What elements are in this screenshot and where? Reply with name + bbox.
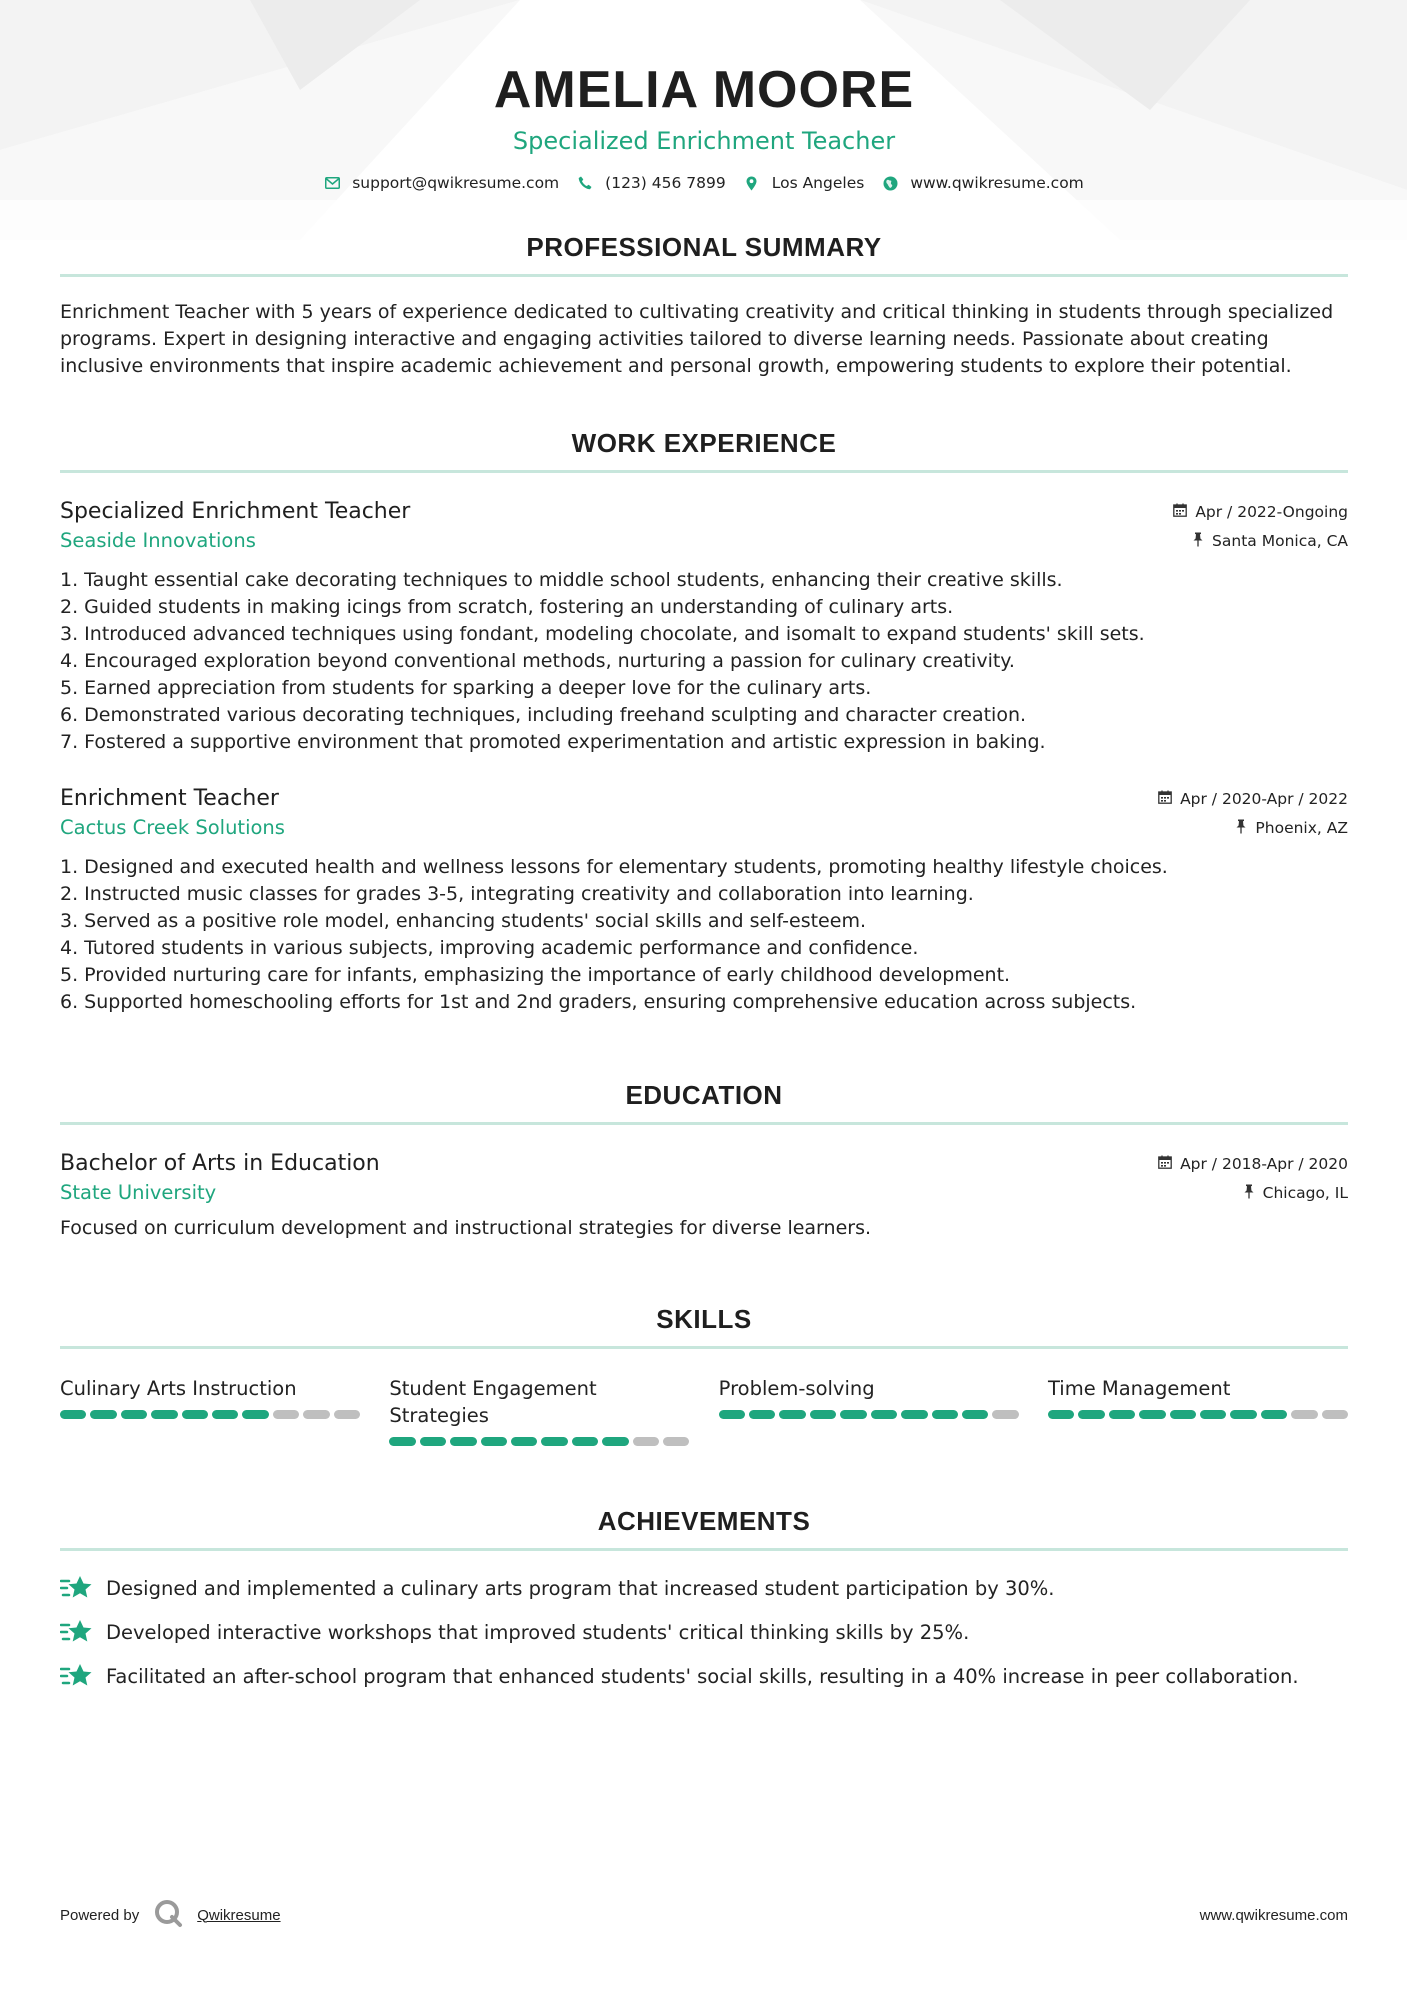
skill-segment (1170, 1410, 1196, 1419)
skill-segment (572, 1437, 598, 1446)
skill-segment (60, 1410, 86, 1419)
qwikresume-logo-icon (153, 1898, 183, 1932)
list-item: 3. Introduced advanced techniques using fondant, modeling chocolate, and isomalt to expand students' skill sets. (60, 623, 1145, 645)
candidate-role: Specialized Enrichment Teacher (512, 127, 896, 155)
list-item: 1. Taught essential cake decorating techniques to middle school students, enhancing their creative skills. (60, 569, 1063, 591)
skill-segment (1261, 1410, 1287, 1419)
summary-heading: PROFESSIONAL SUMMARY (526, 232, 882, 262)
job-title: Specialized Enrichment Teacher (60, 499, 411, 524)
skill-item (60, 1375, 360, 1446)
website-text: www.qwikresume.com (910, 174, 1084, 192)
list-item: 5. Provided nurturing care for infants, emphasizing the importance of early childhood development. (60, 964, 1011, 986)
section-divider (60, 1346, 1348, 1349)
footer-website[interactable]: www.qwikresume.com (1199, 1906, 1348, 1924)
school-name: State University (60, 1181, 217, 1204)
resume-page (60, 0, 1348, 1707)
skill-segment (719, 1410, 745, 1419)
education-entry (60, 1149, 1348, 1242)
skill-segment (779, 1410, 805, 1419)
achievements-heading: ACHIEVEMENTS (597, 1506, 811, 1536)
resume-footer (60, 1898, 1348, 1932)
skill-segment (541, 1437, 567, 1446)
list-item: Designed and implemented a culinary arts program that increased student participation by 30%. (60, 1575, 1348, 1602)
skill-segment (420, 1437, 446, 1446)
skill-rating-bar (1048, 1410, 1348, 1419)
envelope-icon (324, 175, 340, 191)
list-item: 1. Designed and executed health and wellness lessons for elementary students, promoting healthy lifestyle choices. (60, 856, 1168, 878)
education-location: Chicago, IL (1243, 1184, 1348, 1203)
skill-name: Problem-solving (718, 1377, 875, 1400)
job-location: Phoenix, AZ (1235, 819, 1348, 838)
skill-segment (602, 1437, 628, 1446)
list-item: 2. Guided students in making icings from scratch, fostering an understanding of culinary arts. (60, 596, 954, 618)
list-item: 6. Supported homeschooling efforts for 1st and 2nd graders, ensuring comprehensive education across subjects. (60, 991, 1137, 1013)
job-entry (60, 784, 1348, 1016)
skill-segment (334, 1410, 360, 1419)
skill-segment (810, 1410, 836, 1419)
skill-segment (663, 1437, 689, 1446)
skill-segment (450, 1437, 476, 1446)
skill-name: Time Management (1047, 1377, 1231, 1400)
globe-icon (882, 175, 898, 191)
experience-heading: WORK EXPERIENCE (571, 428, 837, 458)
list-item: 2. Instructed music classes for grades 3-5, integrating creativity and collaboration into learning. (60, 883, 974, 905)
contact-website[interactable] (882, 174, 1083, 192)
skill-segment (1078, 1410, 1104, 1419)
list-item: 4. Encouraged exploration beyond conventional methods, nurturing a passion for culinary creativity. (60, 650, 1015, 672)
skill-name: Student Engagement Strategies (389, 1377, 597, 1427)
location-text: Los Angeles (771, 174, 865, 192)
skill-segment (901, 1410, 927, 1419)
summary-text: Enrichment Teacher with 5 years of experience dedicated to cultivating creativity and critical thinking in students through specialized programs. Expert in designing interactive and engaging activities tailored to diverse learning needs. Passionate about creating inclusive environments that inspire academic achievement and personal growth, empowering students to explore their potential. (60, 301, 1334, 377)
calendar-icon (1158, 1155, 1172, 1173)
phone-icon (577, 175, 593, 191)
job-dates: Apr / 2020-Apr / 2022 (1158, 790, 1348, 808)
experience-section (60, 428, 1348, 1016)
skill-segment (90, 1410, 116, 1419)
powered-by (60, 1898, 281, 1932)
list-item: 5. Earned appreciation from students for sparking a deeper love for the culinary arts. (60, 677, 872, 699)
job-dates: Apr / 2022-Ongoing (1173, 503, 1348, 521)
contact-phone[interactable] (577, 174, 726, 192)
skill-item (1048, 1375, 1348, 1446)
candidate-name: AMELIA MOORE (493, 61, 915, 119)
skill-name: Culinary Arts Instruction (60, 1377, 297, 1400)
email-text: support@qwikresume.com (352, 174, 560, 192)
skill-segment (749, 1410, 775, 1419)
star-icon (60, 1574, 94, 1602)
skill-item (389, 1375, 689, 1446)
skill-segment (242, 1410, 268, 1419)
skill-segment (1322, 1410, 1348, 1419)
skill-segment (840, 1410, 866, 1419)
contact-email[interactable] (324, 174, 559, 192)
degree-title: Bachelor of Arts in Education (60, 1151, 380, 1176)
powered-by-label: Powered by (60, 1906, 140, 1924)
skill-segment (992, 1410, 1018, 1419)
brand-link[interactable]: Qwikresume (197, 1906, 281, 1924)
list-item: 6. Demonstrated various decorating techniques, including freehand sculpting and character creation. (60, 704, 1027, 726)
list-item: Developed interactive workshops that improved students' critical thinking skills by 25%. (60, 1619, 1348, 1646)
star-icon (60, 1618, 94, 1646)
job-entry (60, 497, 1348, 756)
skill-segment (633, 1437, 659, 1446)
section-divider (60, 274, 1348, 277)
education-section (60, 1080, 1348, 1242)
job-location: Santa Monica, CA (1192, 532, 1348, 551)
list-item: Facilitated an after-school program that enhanced students' social skills, resulting in a 40% increase in peer collaboration. (60, 1663, 1348, 1690)
skill-segment (511, 1437, 537, 1446)
section-divider (60, 470, 1348, 473)
job-bullets (60, 854, 1348, 1016)
job-title: Enrichment Teacher (60, 786, 279, 811)
skill-segment (932, 1410, 958, 1419)
job-company: Seaside Innovations (60, 529, 256, 552)
list-item: 4. Tutored students in various subjects, improving academic performance and confidence. (60, 937, 919, 959)
section-divider (60, 1122, 1348, 1125)
summary-section (60, 232, 1348, 380)
skill-segment (1200, 1410, 1226, 1419)
job-bullets (60, 567, 1348, 756)
contact-location (744, 174, 865, 192)
skill-segment (481, 1437, 507, 1446)
skill-rating-bar (719, 1410, 1019, 1419)
pushpin-icon (1192, 532, 1204, 551)
star-icon (60, 1662, 94, 1690)
education-description: Focused on curriculum development and instructional strategies for diverse learners. (60, 1217, 872, 1239)
achievements-section (60, 1506, 1348, 1690)
skill-segment (1139, 1410, 1165, 1419)
map-pin-icon (744, 175, 760, 191)
skill-segment (182, 1410, 208, 1419)
education-heading: EDUCATION (625, 1080, 783, 1110)
list-item: 7. Fostered a supportive environment that promoted experimentation and artistic expression in baking. (60, 731, 1046, 753)
skill-segment (212, 1410, 238, 1419)
skill-segment (273, 1410, 299, 1419)
list-item: 3. Served as a positive role model, enhancing students' social skills and self-esteem. (60, 910, 866, 932)
skills-grid (60, 1375, 1348, 1446)
skill-segment (303, 1410, 329, 1419)
pushpin-icon (1243, 1184, 1255, 1203)
skills-heading: SKILLS (656, 1304, 752, 1334)
skill-segment (1230, 1410, 1256, 1419)
skill-segment (1048, 1410, 1074, 1419)
contact-bar (60, 174, 1348, 192)
skill-segment (389, 1437, 415, 1446)
skill-rating-bar (389, 1437, 689, 1446)
calendar-icon (1158, 790, 1172, 808)
skill-segment (962, 1410, 988, 1419)
skills-section (60, 1304, 1348, 1446)
skill-segment (1291, 1410, 1317, 1419)
skill-segment (121, 1410, 147, 1419)
resume-header (60, 0, 1348, 192)
calendar-icon (1173, 503, 1187, 521)
skill-segment (151, 1410, 177, 1419)
education-dates: Apr / 2018-Apr / 2020 (1158, 1155, 1348, 1173)
skill-segment (871, 1410, 897, 1419)
section-divider (60, 1548, 1348, 1551)
job-company: Cactus Creek Solutions (60, 816, 285, 839)
skill-segment (1109, 1410, 1135, 1419)
skill-item (719, 1375, 1019, 1446)
skill-rating-bar (60, 1410, 360, 1419)
phone-text: (123) 456 7899 (605, 174, 726, 192)
achievements-list (60, 1575, 1348, 1690)
pushpin-icon (1235, 819, 1247, 838)
